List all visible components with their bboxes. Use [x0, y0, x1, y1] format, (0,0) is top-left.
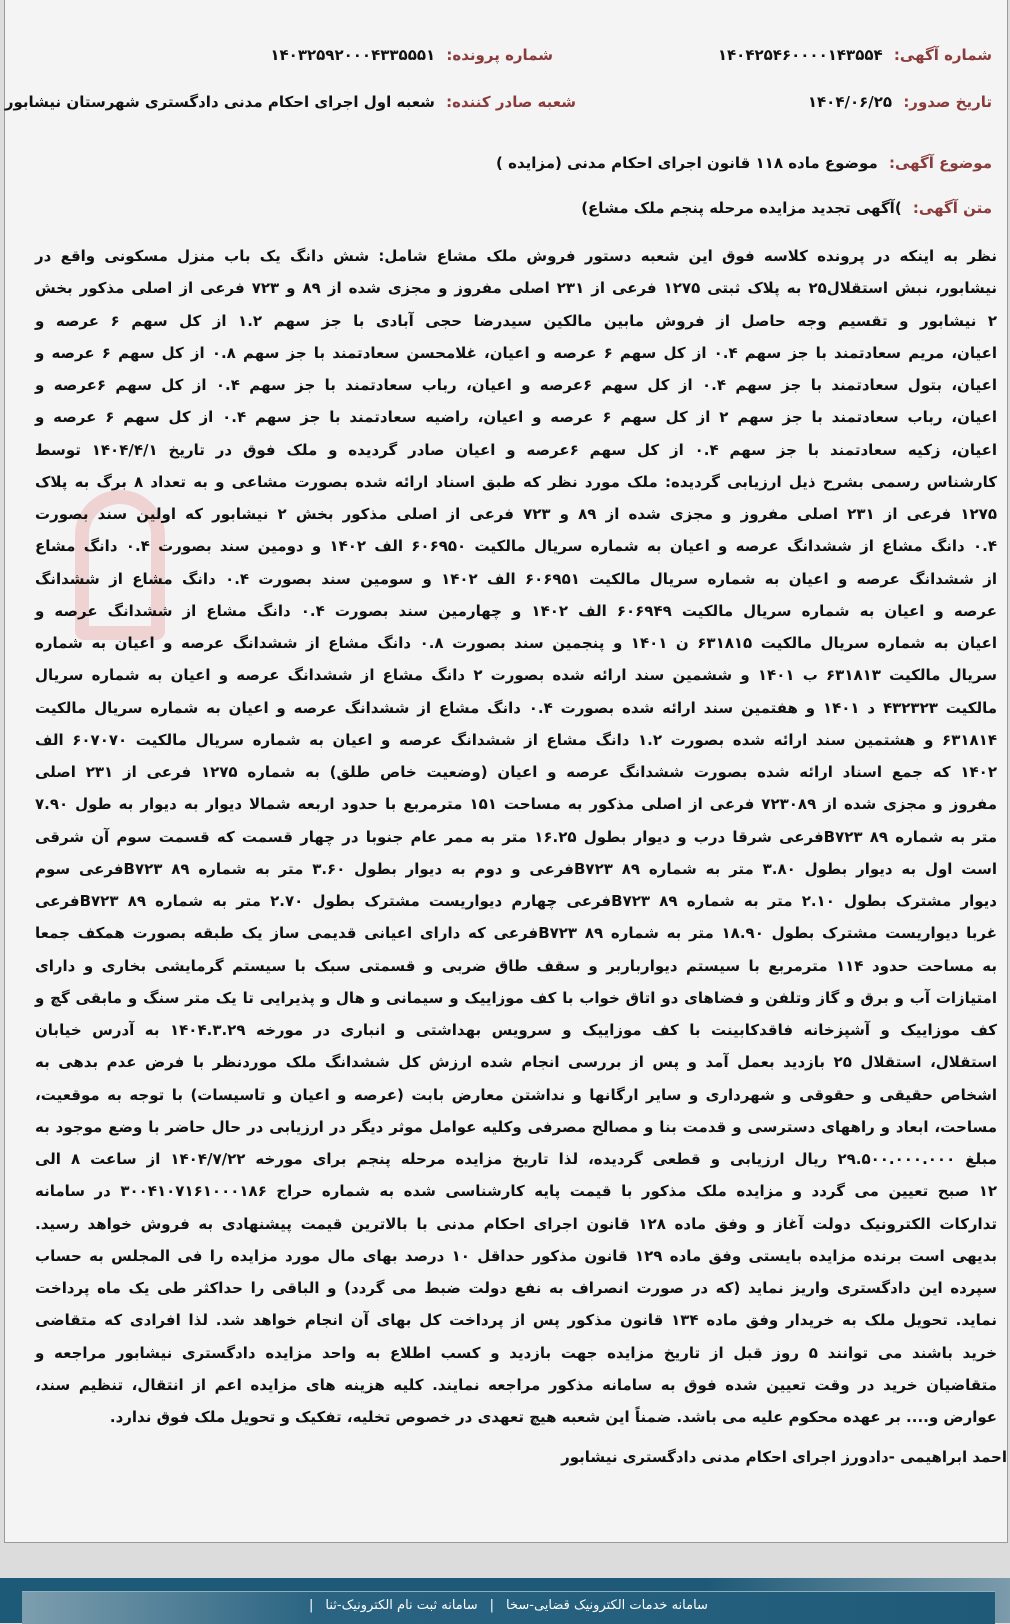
issue-date-value: ۱۴۰۴/۰۶/۲۵ [807, 93, 893, 111]
footer-links [22, 1598, 995, 1613]
body-line: استقلال، استقلال ۲۵ بازدید بعمل آمد و پس از بررسی انجام شده ارزش کل ششدانگ ملک موردنظر با فرض عدم بدهی به [35, 1053, 997, 1072]
notice-text-title: )آگهی تجدید مزایده مرحله پنجم ملک مشاع) [581, 199, 902, 217]
body-line: اعیان، زکیه سعادتمند با جز سهم ۰.۴ از کل سهم ۶عرصه و اعیان صادر گردیده و ملک فوق در تاریخ ۱۴۰۴/۴/۱ توسط [35, 440, 997, 459]
body-line: ۱۴۰۲ که جمع اسناد ارائه شده بصورت ششدانگ عرصه و اعیان (وضعیت خاص طلق) به شماره ۱۲۷۵ فرعی از ۲۳۱ اصلی [35, 763, 997, 781]
issuer-field [5, 93, 576, 111]
case-number-value: ۱۴۰۳۲۵۹۲۰۰۰۴۳۳۵۵۵۱ [270, 46, 436, 64]
body-line: دیوار مشترک بطول ۲.۱۰ متر به شماره ۸۹ B۷۲۳فرعی چهارم دیواریست مشترک بطول ۲.۷۰ متر به شماره ۸۹ B۷۲۳فرعی [35, 892, 997, 910]
body-line: اعیان، مریم سعادتمند با جز سهم ۰.۴ از کل سهم ۶ عرصه و اعیان، غلامحسن سعادتمند با جز سهم ۰.۸ از کل سهم ۶ عرصه و [35, 343, 997, 362]
body-line: ۱۲۷۵ فرعی از ۲۳۱ اصلی مفروز و مجزی شده از ۸۹ و ۷۲۳ فرعی از اصلی مذکور بخش ۲ نیشابور که اولین سند بصورت [35, 505, 997, 523]
body-line: بدیهی است برنده مزایده بایستی وفق ماده ۱۲۹ قانون مذکور حداقل ۱۰ درصد بهای مال مورد مزایده را فی المجلس به حساب [35, 1246, 997, 1265]
footer [0, 1578, 1010, 1623]
body-line: نظر به اینکه در پرونده کلاسه فوق این شعبه دستور فروش ملک مشاع شامل: شش دانگ یک باب منزل مسکونی واقع در [35, 247, 997, 265]
body-line: کارشناس رسمی بشرح ذیل ارزیابی گردیده: ملک مورد نظر که طبق اسناد ارائه شده بصورت مشاعی و به تعداد ۸ برگ به پلاک [35, 472, 997, 491]
body-line: متقاضیان خرید در وقت تعیین شده فوق به سامانه مذکور مراجعه نمایند. کلیه هزینه های مزایده اعم از انتقال، تنظیم سند، [35, 1375, 997, 1394]
body-line: مبلغ ۲۹.۵۰۰.۰۰۰.۰۰۰ ریال ارزیابی و قطعی گردیده، لذا تاریخ مزایده مرحله پنجم برای مورخه ۱۴۰۴/۷/۲۲ از ساعت ۸ الی [35, 1150, 998, 1168]
subject-label: موضوع آگهی: [888, 154, 992, 172]
body-line: اعیان، بتول سعادتمند با جز سهم ۰.۴ از کل سهم ۶عرصه و اعیان، رباب سعادتمند با جز سهم ۰.۴ از کل سهم ۶عرصه و [35, 376, 998, 394]
notice-number-value: ۱۴۰۴۲۵۴۶۰۰۰۰۱۴۳۵۵۴ [717, 46, 883, 64]
body-line: است اول به دیوار بطول ۳.۸۰ متر به شماره ۸۹ B۷۲۳فرعی و دوم به دیوار بطول ۳.۶۰ متر به شماره ۸۹ B۷۲۳فرعی سوم [35, 859, 997, 878]
case-number-label: شماره پرونده: [446, 46, 553, 64]
body-line: عرصه و اعیان به شماره سریال مالکیت ۶۰۶۹۴۹ الف ۱۴۰۲ و چهارمین سند بصورت ۰.۴ دانگ مشاع از ششدانگ عرصه و [35, 601, 997, 620]
footer-separator: | [489, 1598, 495, 1613]
body-line: ۲ نیشابور و تقسیم وجه حاصل از فروش مابین مالکین سیدرضا حجی آبادی با جز سهم ۱.۲ از کل سهم ۶ عرصه و [35, 311, 997, 330]
body-line: نیشابور، نبش استقلال۲۵ به پلاک ثبتی ۱۲۷۵ فرعی از ۲۳۱ اصلی مفروز و مجزی شده از ۸۹ و ۷۲۳ فرعی از اصلی مذکور بخش [35, 279, 997, 298]
notice-text-field [581, 199, 992, 217]
body-line: اعیان به شماره سریال مالکیت ۶۳۱۸۱۵ ن ۱۴۰۱ و پنجمین سند بصورت ۰.۸ دانگ مشاع از ششدانگ عرصه و اعیان به شماره [35, 634, 998, 652]
subject-value: موضوع ماده ۱۱۸ قانون اجرای احکام مدنی (مزایده ) [496, 154, 878, 172]
body-line: امتیازات آب و برق و گاز وتلفن و فضاهای دو اتاق خواب با کف موزاییک و سیمانی و هال و پذیرایی تا یک متر سنگ و مابقی گچ و [35, 988, 997, 1007]
case-number-field [270, 46, 553, 64]
notice-number-field [718, 46, 992, 64]
body-line: ۶۳۱۸۱۴ و هشتمین سند ارائه شده بصورت ۱.۲ دانگ مشاع از ششدانگ عرصه و اعیان به شماره سریال مالکیت ۶۰۷۰۷۰ الف [35, 730, 997, 749]
body-line: متر به شماره ۸۹ B۷۲۳فرعی شرقا درب و دیوار بطول ۱۶.۲۵ متر به ممر عام جنوبا در چهار قسمت که قسمت سوم آن شرقی [35, 827, 997, 846]
body-line: از ششدانگ عرصه و اعیان به شماره سریال مالکیت ۶۰۶۹۵۱ الف ۱۴۰۲ و سومین سند بصورت ۰.۴ دانگ مشاع از ششدانگ [35, 569, 997, 588]
issue-date-field [808, 93, 992, 111]
body-line: اعیان، رباب سعادتمند با جز سهم ۲ از کل سهم ۶ عرصه و اعیان، راضیه سعادتمند با جز سهم ۰.۴ از کل سهم ۶ عرصه و [35, 408, 998, 427]
footer-link-sakha[interactable]: سامانه خدمات الکترونیک قضایی-سخا [506, 1598, 708, 1613]
body-line: به مساحت حدود ۱۱۴ مترمربع با سیستم دیوارباربر و سقف طاق ضربی و قسمتی سبک با سیستم گرمایشی بخاری و دارای [35, 956, 997, 975]
body-line: خرید باشند می توانند ۵ روز قبل از تاریخ مزایده جهت بازدید و کسب اطلاع به واحد مزایده دادگستری نیشابور مراجعه و [35, 1343, 998, 1362]
notice-number-label: شماره آگهی: [893, 46, 992, 64]
issue-date-label: تاریخ صدور: [903, 93, 992, 111]
body-line: سپرده این دادگستری واریز نماید (که در صورت انصراف به نفع دولت ضبط می گردد) و الباقی را حداکثر طی یک ماه پرداخت [35, 1279, 997, 1297]
body-line: مفروز و مجزی شده از ۷۲۳۰۸۹ فرعی از اصلی مذکور به مساحت ۱۵۱ مترمربع با حدود اربعه شمالا دیوار به دیوار به طول ۷.۹۰ [35, 795, 997, 814]
footer-link-sana[interactable]: سامانه ثبت نام الکترونیک-ثنا [325, 1598, 478, 1613]
body-line: مالکیت ۴۳۲۳۲۳ د ۱۴۰۱ و هفتمین سند ارائه شده بصورت ۰.۴ دانگ مشاع از ششدانگ عرصه و اعیان به شماره سریال مالکیت [35, 698, 998, 717]
body-line: مساحت، ابعاد و راههای دسترسی و قدمت بنا و مصالح مصرفی وکلیه عوامل موثر دیگر در ارزیابی در حال حاضر با وضع موجود به [35, 1117, 997, 1136]
issuer-value: شعبه اول اجرای احکام مدنی دادگستری شهرستان نیشابور [4, 93, 435, 111]
body-line: عوارض و.... بر عهده محکوم علیه می باشد. ضمناً این شعبه هیچ تعهدی در خصوص تخلیه، تفکیک و تحویل ملک فوق ندارد. [109, 1408, 997, 1426]
notice-panel [4, 0, 1008, 1543]
subject-field [496, 154, 992, 172]
body-line: غربا دیواریست مشترک بطول ۱۸.۹۰ متر به شماره ۸۹ B۷۲۳فرعی که دارای اعیانی قدیمی ساز یک طبقه بصورت همکف جمعا [35, 924, 997, 943]
notice-text-label: متن آگهی: [912, 199, 992, 217]
notice-content [35, 240, 1007, 1470]
notice-body [35, 240, 997, 1433]
body-line: نماید. تحویل ملک به خریدار وفق ماده ۱۳۴ قانون مذکور پس از پرداخت کل بهای آن انجام خواهد شد. لذا افرادی که متقاضی [35, 1311, 997, 1330]
signature: احمد ابراهیمی -دادورز اجرای احکام مدنی دادگستری نیشابور [561, 1448, 1007, 1467]
body-line: کف موزاییک و آشپزخانه فاقدکابینت با کف موزاییک و سرویس بهداشتی و انباری در مورخه ۱۴۰۴.۳.۲۹ به آدرس خیابان [35, 1021, 998, 1039]
footer-separator: | [309, 1598, 314, 1613]
issuer-label: شعبه صادر کننده: [446, 93, 576, 111]
body-line: ۱۲ صبح تعیین می گردد و مزایده ملک مذکور با قیمت پایه کارشناسی شده به شماره حراج ۳۰۰۴۱۰۷۱۶۱۰۰۰۱۸۶ در سامانه [35, 1182, 998, 1201]
footer-bar [22, 1591, 995, 1624]
body-line: اشخاص حقیقی و حقوقی و شهرداری و سایر ارگانها و نداشتن معارض بابت (عرصه و اعیان و تاسیسات) با توجه به موقعیت، [35, 1085, 997, 1104]
body-line: تدارکات الکترونیک دولت آغاز و وفق ماده ۱۲۸ قانون اجرای احکام مدنی با بالاترین قیمت پیشنهادی به فروش خواهد رسید. [35, 1214, 997, 1233]
body-line: سریال مالکیت ۶۳۱۸۱۳ ب ۱۴۰۱ و ششمین سند ارائه شده بصورت ۲ دانگ مشاع از ششدانگ عرصه و اعیان به شماره سریال [35, 666, 997, 685]
body-line: ۰.۴ دانگ مشاع از ششدانگ عرصه و اعیان به شماره سریال مالکیت ۶۰۶۹۵۰ الف ۱۴۰۲ و دومین سند بصورت ۰.۴ دانگ مشاع [35, 537, 997, 556]
